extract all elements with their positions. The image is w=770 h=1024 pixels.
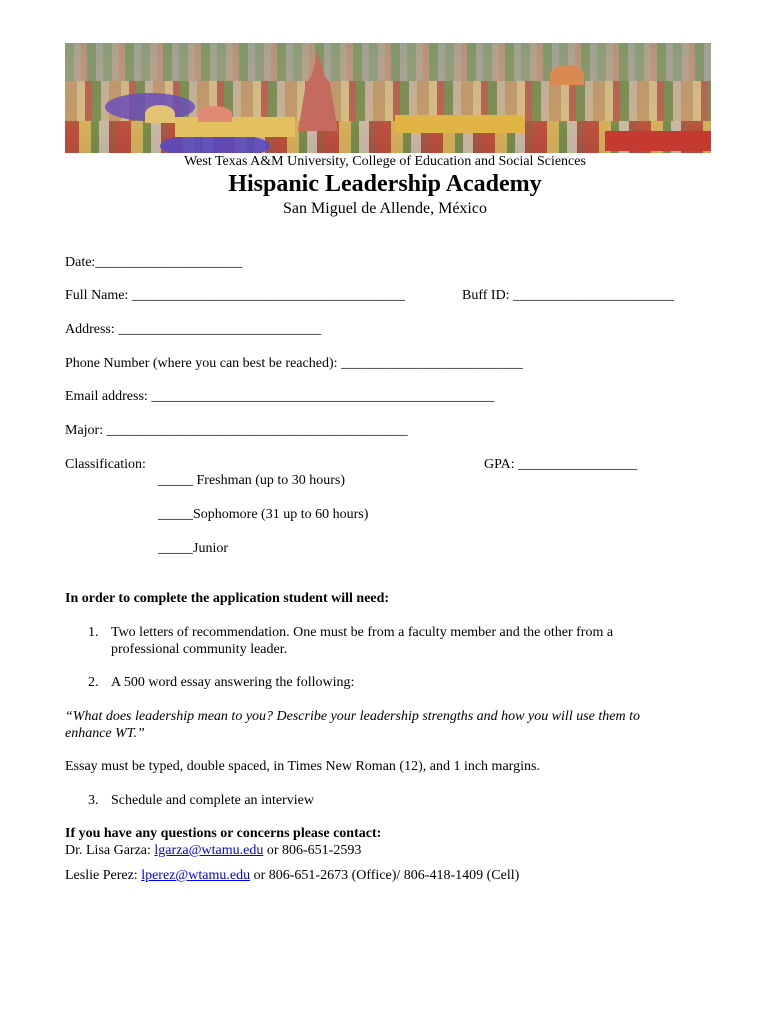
contact-lisa-garza — [65, 843, 361, 859]
institution-name: West Texas A&M University, College of Education and Social Sciences — [184, 154, 586, 169]
full-name-field[interactable] — [65, 288, 405, 304]
freshman-label: Freshman (up to 30 hours) — [193, 473, 346, 488]
buff-id-blank[interactable]: _______________________ — [513, 288, 675, 303]
address-field[interactable] — [65, 322, 321, 338]
banner-yellow-building — [395, 115, 525, 133]
classification-option-sophomore[interactable] — [158, 507, 368, 523]
banner-image — [65, 43, 711, 153]
requirement-3-text: Schedule and complete an interview — [111, 793, 314, 808]
contact-phone: or 806-651-2593 — [263, 843, 362, 858]
banner-red-building — [605, 131, 711, 151]
gpa-label: GPA: — [484, 457, 515, 472]
requirement-1-text-cont: professional community leader. — [111, 642, 288, 657]
date-blank[interactable]: _____________________ — [95, 255, 243, 270]
junior-blank[interactable]: _____ — [158, 541, 193, 556]
sophomore-blank[interactable]: _____ — [158, 507, 193, 522]
location-subtitle: San Miguel de Allende, México — [283, 200, 487, 217]
banner-dome — [145, 105, 175, 123]
date-label: Date: — [65, 255, 96, 270]
page-title: Hispanic Leadership Academy — [228, 171, 542, 197]
gpa-blank[interactable]: _________________ — [518, 457, 638, 472]
email-link-lgarza[interactable]: lgarza@wtamu.edu — [154, 843, 264, 858]
date-field[interactable] — [65, 255, 242, 271]
classification-label: Classification: — [65, 457, 146, 472]
essay-prompt: “What does leadership mean to you? Describe your leadership strengths and how you will use them to — [65, 709, 640, 724]
full-name-label: Full Name: — [65, 288, 129, 303]
requirement-2-text: A 500 word essay answering the following: — [111, 675, 355, 690]
sophomore-label: Sophomore (31 up to 60 hours) — [193, 507, 369, 522]
contact-heading: If you have any questions or concerns please contact: — [65, 826, 382, 841]
banner-dome — [550, 65, 584, 85]
requirement-2-number: 2. — [88, 675, 99, 690]
major-blank[interactable]: ___________________________________________ — [106, 423, 408, 438]
classification-option-freshman[interactable] — [158, 473, 345, 489]
gpa-field[interactable] — [484, 457, 637, 473]
buff-id-field[interactable] — [462, 288, 674, 304]
essay-prompt-cont: enhance WT.” — [65, 726, 145, 741]
email-link-lperez[interactable]: lperez@wtamu.edu — [141, 868, 251, 883]
phone-field[interactable] — [65, 356, 523, 372]
requirement-3-number: 3. — [88, 793, 99, 808]
contact-phone: or 806-651-2673 (Office)/ 806-418-1409 (Cell) — [250, 868, 520, 883]
address-blank[interactable]: _____________________________ — [118, 322, 322, 337]
buff-id-label: Buff ID: — [462, 288, 510, 303]
address-label: Address: — [65, 322, 115, 337]
freshman-blank[interactable]: _____ — [158, 473, 193, 488]
requirements-heading: In order to complete the application student will need: — [65, 591, 390, 606]
classification-option-junior[interactable] — [158, 541, 228, 557]
banner-hillside — [65, 43, 711, 81]
junior-label: Junior — [193, 541, 228, 556]
contact-leslie-perez — [65, 868, 519, 884]
contact-name: Dr. Lisa Garza: — [65, 843, 155, 858]
banner-yellow-building — [175, 117, 295, 137]
requirement-1-text: Two letters of recommendation. One must be from a faculty member and the other from a — [111, 625, 614, 640]
full-name-blank[interactable]: _______________________________________ — [131, 288, 405, 303]
banner-dome — [198, 106, 232, 122]
email-blank[interactable]: _________________________________________________ — [151, 389, 495, 404]
phone-label: Phone Number (where you can best be reached): — [65, 356, 338, 371]
requirement-1-number: 1. — [88, 625, 99, 640]
email-label: Email address: — [65, 389, 148, 404]
essay-format-note: Essay must be typed, double spaced, in Times New Roman (12), and 1 inch margins. — [65, 759, 540, 774]
major-field[interactable] — [65, 423, 408, 439]
phone-blank[interactable]: __________________________ — [341, 356, 524, 371]
major-label: Major: — [65, 423, 104, 438]
email-field[interactable] — [65, 389, 494, 405]
contact-name: Leslie Perez: — [65, 868, 142, 883]
